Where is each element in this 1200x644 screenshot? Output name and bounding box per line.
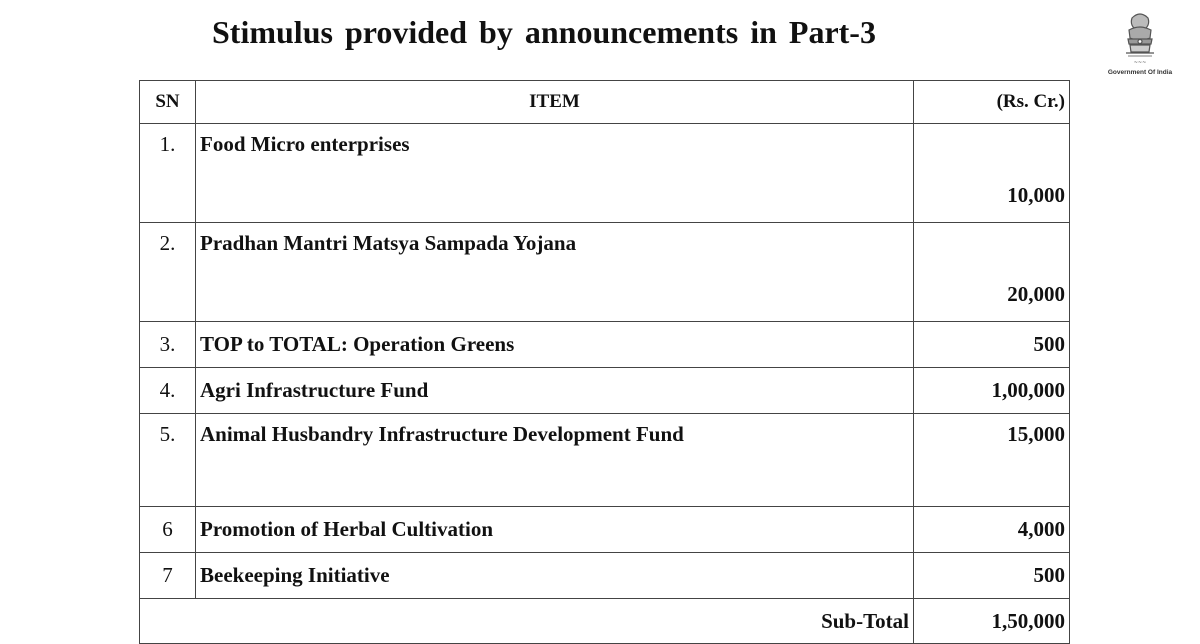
subtotal-amount: 1,50,000 [914,599,1070,644]
row-amount: 20,000 [914,223,1070,322]
emblem-caption: Government Of India [1107,69,1173,76]
row-amount: 15,000 [914,414,1070,507]
table-row [140,124,1070,223]
row-item: Beekeeping Initiative [196,553,914,599]
table-row [140,507,1070,553]
row-amount: 500 [914,322,1070,368]
subtotal-row [140,599,1070,644]
subtotal-label: Sub-Total [140,599,914,644]
row-amount: 1,00,000 [914,368,1070,414]
table-row [140,414,1070,507]
table-header-row [140,81,1070,124]
row-sn: 3. [140,322,196,368]
row-item: Pradhan Mantri Matsya Sampada Yojana [196,223,914,322]
row-sn: 2. [140,223,196,322]
row-amount: 10,000 [914,124,1070,223]
row-item: Animal Husbandry Infrastructure Development Fund [196,414,914,507]
row-sn: 4. [140,368,196,414]
header-amount: (Rs. Cr.) [914,81,1070,124]
row-item: Promotion of Herbal Cultivation [196,507,914,553]
row-amount: 500 [914,553,1070,599]
table-row [140,322,1070,368]
header-item: ITEM [196,81,914,124]
table-row [140,553,1070,599]
row-item: TOP to TOTAL: Operation Greens [196,322,914,368]
lion-capital-emblem-icon [1120,8,1160,68]
stimulus-table [139,80,1070,644]
table-row [140,368,1070,414]
row-sn: 7 [140,553,196,599]
row-item: Food Micro enterprises [196,124,914,223]
row-sn: 1. [140,124,196,223]
row-item: Agri Infrastructure Fund [196,368,914,414]
row-sn: 5. [140,414,196,507]
row-sn: 6 [140,507,196,553]
page-title: Stimulus provided by announcements in Part-3 [212,14,876,50]
header-sn: SN [140,81,196,124]
svg-text:~~~: ~~~ [1133,60,1147,66]
table-row [140,223,1070,322]
row-amount: 4,000 [914,507,1070,553]
government-emblem [1106,8,1174,88]
